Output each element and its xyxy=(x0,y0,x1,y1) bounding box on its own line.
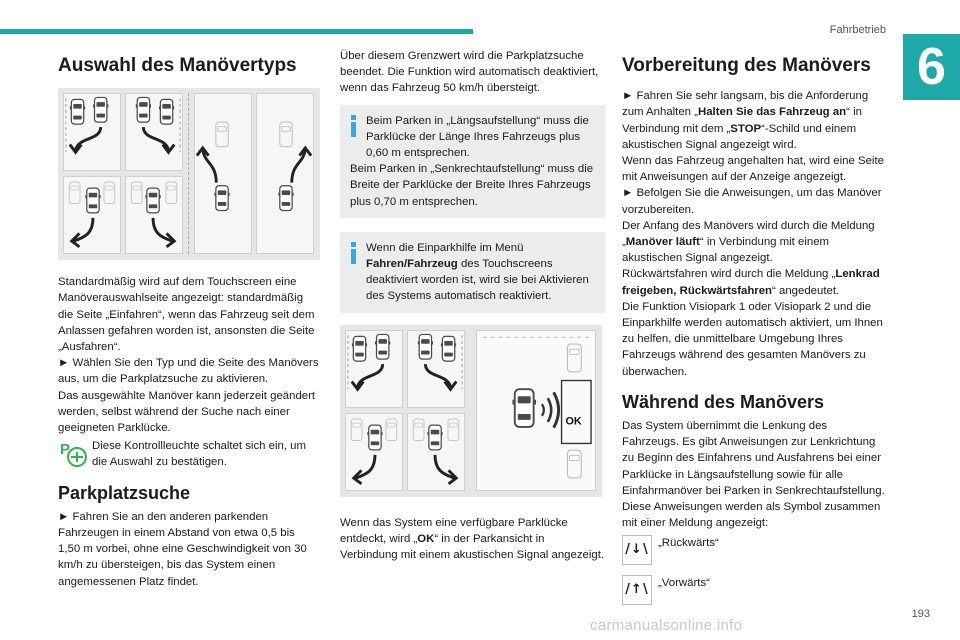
tile-perpendicular-right xyxy=(125,176,183,254)
para-drive-past: ► Fahren Sie an den anderen parkenden Fahrzeugen in einem Abstand von etwa 0,5 bis 1,50 m vorbei, ohne eine Geschwindigkeit von 30 km/h zu übersteigen, bis das System einen angemessenen Platz findet. xyxy=(58,510,307,588)
symbol-label-reverse: „Rückwärts“ xyxy=(658,537,719,550)
symbol-row-forward xyxy=(622,575,887,605)
tile-search-perp-left xyxy=(345,413,403,491)
tile-exit-right xyxy=(256,93,314,254)
manoeuvre-type-illustration xyxy=(58,88,320,260)
para-choose-type: ► Wählen Sie den Typ und die Seite des Manövers aus, um die Parkplatzsuche zu aktivieren. xyxy=(58,357,319,386)
tile-perpendicular-left xyxy=(63,176,121,254)
symbol-label-forward: „Vorwärts“ xyxy=(658,577,710,590)
info-icon xyxy=(350,115,358,137)
heading-parking-search: Parkplatzsuche xyxy=(58,482,191,503)
park-assist-lamp-icon xyxy=(58,438,88,468)
para-instructions-symbol: Diese Anweisungen werden als Symbol zusammen mit einer Meldung angezeigt: xyxy=(622,501,881,530)
heading-during-manoeuvre: Während des Manövers xyxy=(622,391,825,412)
column-right xyxy=(622,56,887,605)
note-space-requirements xyxy=(340,105,605,218)
para-change-anytime: Das ausgewählte Manöver kann jederzeit geändert werden, selbst während der Suche nach einer geeigneten Parklücke. xyxy=(58,389,316,435)
reverse-arrow-icon: /↓\ xyxy=(622,535,652,565)
info-icon xyxy=(350,242,358,264)
para-steering: Das System übernimmt die Lenkung des Fahrzeugs. Es gibt Anweisungen zur Lenkrichtung zu Beginn des Einfahrens und Ausfahrens bei einer Parklücke in Längsaufstellung sowie für alle Einfahrmanöver bei Parken in Senkrechtaufstellung. xyxy=(622,420,885,497)
space-detected-illustration xyxy=(340,325,602,497)
watermark: carmanualsonline.info xyxy=(590,617,743,634)
para-visiopark: Die Funktion Visiopark 1 oder Visiopark 2 und die Einparkhilfe werden automatisch aktiviert, um Ihnen zu helfen, die unmittelbare Umgebung Ihres Fahrzeugs während des gesamten Manövers zu überwachen. xyxy=(622,300,883,378)
column-middle xyxy=(340,48,605,563)
para-default-page: Standardmäßig wird auf dem Touchscreen eine Manöverauswahlseite angezeigt: standardmäßig die Seite „Einfahren“, wenn das Fahrzeug seit dem Anlassen gefahren worden ist, ansonsten die Seite „Ausfahren“. xyxy=(58,276,315,354)
tile-exit-left xyxy=(194,93,252,254)
para-vehicle-stopped: Wenn das Fahrzeug angehalten hat, wird eine Seite mit Anweisungen auf der Anzeige angezeigt. xyxy=(622,155,884,184)
para-limit: Über diesem Grenzwert wird die Parkplatzsuche beendet. Die Funktion wird automatisch deaktiviert, wenn das Fahrzeug 50 km/h übersteigt. xyxy=(340,50,599,95)
page-number: 193 xyxy=(911,608,930,620)
lamp-description: Diese Kontrollleuchte schaltet sich ein, um die Auswahl zu bestätigen. xyxy=(92,440,306,469)
section-title: Fahrbetrieb xyxy=(829,24,886,36)
tile-parallel-right xyxy=(125,93,183,171)
para-reversing: Rückwärtsfahren wird durch die Meldung „Lenkrad freigeben, Rückwärtsfahren“ angedeutet. xyxy=(622,268,880,297)
figure-divider xyxy=(188,93,189,254)
lamp-row xyxy=(58,438,320,470)
tile-search-parallel-left xyxy=(345,330,403,408)
note-perpendicular-space: Beim Parken in „Senkrechtaufstellung“ muss die Breite der Parklücke der Breite Ihres Fahrzeugs plus 0,70 m entsprechen. xyxy=(350,163,594,208)
tile-search-parallel-right xyxy=(407,330,465,408)
para-follow-instructions: ► Befolgen Sie die Anweisungen, um das Manöver vorzubereiten. xyxy=(622,187,882,216)
svg-text:P: P xyxy=(60,441,71,459)
tile-parallel-left xyxy=(63,93,121,171)
tile-search-perp-right xyxy=(407,413,465,491)
heading-manoeuvre-selection: Auswahl des Manövertyps xyxy=(58,55,297,76)
para-manoeuvre-start: Der Anfang des Manövers wird durch die Meldung „Manöver läuft“ in Verbindung mit einem akustischen Signal angezeigt. xyxy=(622,219,875,265)
note-reactivation-text: Wenn die Einparkhilfe im Menü Fahren/Fahrzeug des Touchscreens deaktiviert worden ist, wird sie bei Aktivieren des Systems automatisch reaktiviert. xyxy=(366,241,589,303)
header-accent-bar xyxy=(0,29,473,34)
symbol-row-reverse xyxy=(622,535,887,565)
column-left xyxy=(58,56,320,590)
heading-preparation: Vorbereitung des Manövers xyxy=(622,55,871,76)
chapter-number: 6 xyxy=(903,34,960,100)
tile-space-found xyxy=(476,330,596,491)
para-stop-request: ► Fahren Sie sehr langsam, bis die Anforderung zum Anhalten „Halten Sie das Fahrzeug an“ in Verbindung mit dem „STOP“-Schild und einem akustischen Signal angezeigt wird. xyxy=(622,90,869,151)
note-parallel-space: Beim Parken in „Längsaufstellung“ muss die Parklücke der Länge Ihres Fahrzeugs plus 0,60 m entsprechen. xyxy=(366,114,589,160)
ok-indicator: OK xyxy=(565,415,582,428)
para-ok-displayed: Wenn das System eine verfügbare Parklücke entdeckt, wird „OK“ in der Parkansicht in Verbindung mit einem akustischen Signal angezeigt. xyxy=(340,516,605,562)
forward-arrow-icon: /↑\ xyxy=(622,575,652,605)
note-reactivation xyxy=(340,232,605,313)
